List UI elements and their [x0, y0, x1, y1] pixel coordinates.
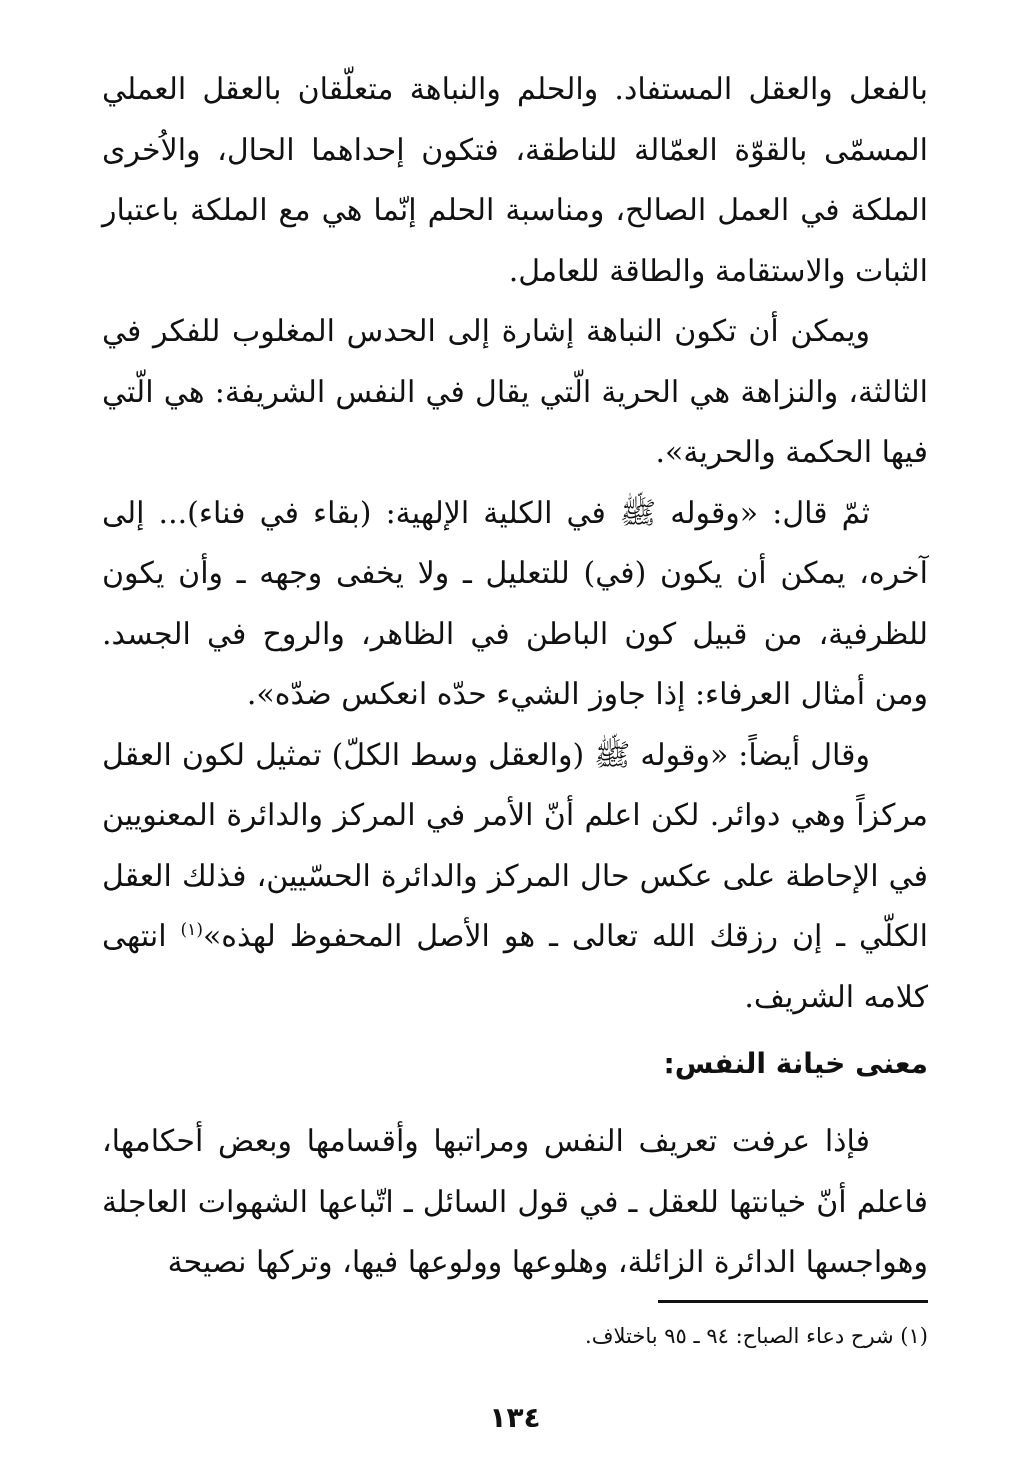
main-text-column — [102, 60, 928, 1294]
footnote-reference-marker[interactable]: (١) — [180, 920, 203, 940]
section-heading: معنى خيانة النفس: — [663, 1047, 928, 1080]
footnote-text: (١) شرح دعاء الصباح: ٩٤ ـ ٩٥ باختلاف. — [585, 1324, 928, 1348]
paragraph-4 — [102, 726, 928, 1029]
paragraph-4-tail: انتهى كلامه الشريف. — [102, 919, 928, 1015]
paragraph-2: ويمكن أن تكون النباهة إشارة إلى الحدس المغلوب للفكر في الثالثة، والنزاهة هي الحرية الّتي يقال في النفس الشريفة: هي الّتي فيها الحكمة والحرية». — [102, 314, 928, 470]
paragraph-3: ثمّ قال: «وقوله ﷺ في الكلية الإلهية: (بقاء في فناء)... إلى آخره، يمكن أن يكون (في) للتعليل ـ ولا يخفى وجهه ـ وأن يكون للظرفية، من قبيل كون الباطن في الظاهر، والروح في الجسد. ومن أمثال العرفاء: إذا جاوز الشيء حدّه انعكس ضدّه». — [102, 495, 928, 712]
footnote-separator-rule — [658, 1300, 928, 1303]
paragraph-4-text: وقال أيضاً: «وقوله ﷺ (والعقل وسط الكلّ) تمثيل لكون العقل مركزاً وهي دوائر. لكن اعلم أنّ الأمر في المركز والدائرة المعنويين في الإحاطة على عكس حال المركز والدائرة الحسّيين، فذلك العقل الكلّي ـ إن رزقك الله تعالى ـ هو الأصل المحفوظ لهذه» — [102, 737, 928, 954]
paragraph-1: بالفعل والعقل المستفاد. والحلم والنباهة متعلّقان بالعقل العملي المسمّى بالقوّة العمّالة للناطقة، فتكون إحداهما الحال، والاُخرى الملكة في العمل الصالح، ومناسبة الحلم إنّما هي مع الملكة باعتبار الثبات والاستقامة والطاقة للعامل. — [102, 72, 928, 289]
page-number: ١٣٤ — [489, 1401, 541, 1434]
paragraph-5: فإذا عرفت تعريف النفس ومراتبها وأقسامها وبعض أحكامها، فاعلم أنّ خيانتها للعقل ـ في قول السائل ـ اتّباعها الشهوات العاجلة وهواجسها الدائرة الزائلة، وهلوعها وولوعها فيها، وتركها نصيحة — [102, 1124, 928, 1280]
